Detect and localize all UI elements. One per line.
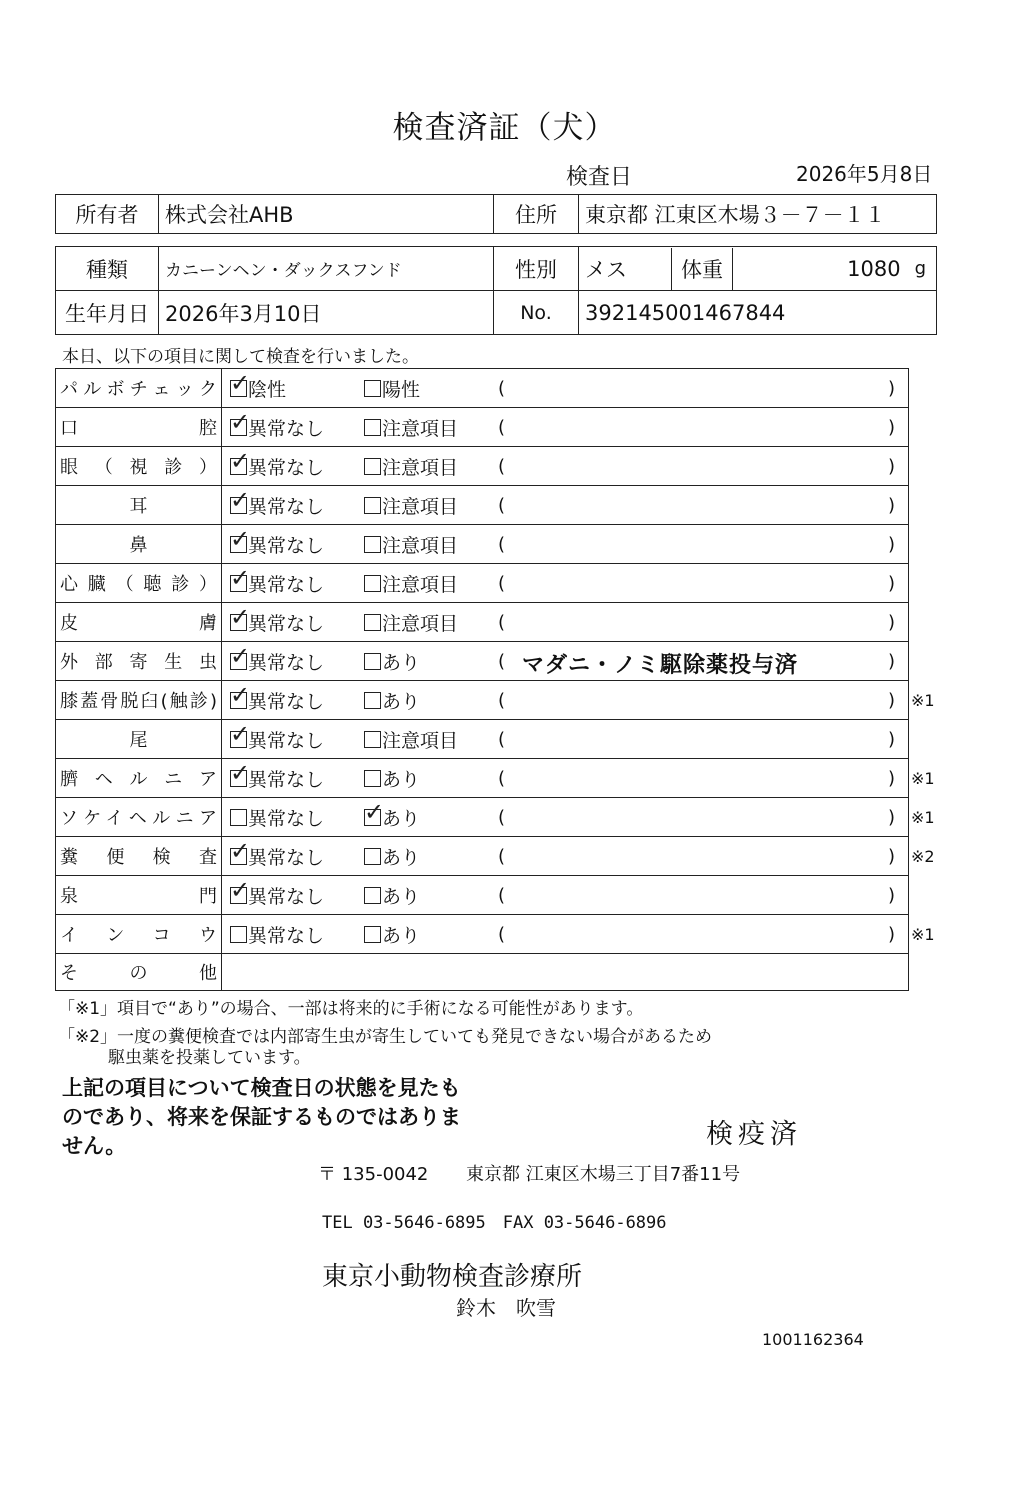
weight-value: 1080 [847, 256, 901, 281]
option-label: 異常なし [248, 807, 325, 830]
inspection-row [56, 407, 908, 446]
inspection-item-label [56, 408, 222, 446]
option-abnormal [364, 525, 458, 563]
item-label-text: 皮 膚 [60, 613, 217, 634]
option-abnormal [364, 447, 458, 485]
checkbox-icon[interactable] [230, 563, 251, 592]
note-open-paren: ( [498, 455, 506, 477]
inspection-item-label [56, 837, 222, 875]
weight-cell [733, 248, 936, 290]
weight-unit: g [914, 258, 926, 279]
option-label: 異常なし [248, 612, 325, 635]
inspection-row [56, 797, 935, 836]
note-open-paren: ( [498, 728, 506, 750]
checkbox-icon[interactable] [230, 719, 251, 748]
inspection-item-label [56, 798, 222, 836]
option-abnormal [364, 876, 420, 914]
option-label: 注意項目 [382, 612, 459, 635]
postal-code: 〒 135-0042 [318, 1164, 429, 1185]
option-normal [230, 681, 324, 719]
check-mark-icon: ✓ [230, 641, 251, 670]
address-value: 東京都 江東区木場３－７－１１ [579, 195, 937, 234]
check-mark-icon: ✓ [230, 368, 251, 397]
item-label-text: 膝蓋骨脱臼(触診) [60, 691, 217, 712]
note-close-paren: ) [888, 767, 896, 789]
inspection-row [56, 953, 908, 990]
option-label: 異常なし [248, 729, 325, 752]
note-close-paren: ) [888, 845, 896, 867]
option-label: 異常なし [248, 495, 325, 518]
sex-weight-cell [579, 247, 937, 291]
item-label-text: 口 腔 [60, 418, 217, 439]
option-label: 異常なし [248, 417, 325, 440]
option-normal [230, 564, 324, 602]
inspection-items [55, 368, 935, 991]
check-mark-icon: ✓ [230, 485, 251, 514]
checkbox-icon[interactable] [364, 614, 381, 631]
item-label-text: ソケイヘルニア [60, 808, 217, 829]
option-abnormal [364, 759, 420, 797]
option-label: 異常なし [248, 924, 325, 947]
option-abnormal [364, 837, 420, 875]
inspection-row [56, 485, 908, 524]
item-note: マダニ・ノミ駆除薬投与済 [522, 652, 799, 678]
birth-label: 生年月日 [56, 291, 159, 335]
note-close-paren: ) [888, 572, 896, 594]
note-close-paren: ) [888, 533, 896, 555]
inspection-item-label [56, 720, 222, 758]
check-mark-icon: ✓ [230, 875, 251, 904]
inspection-row [56, 641, 908, 680]
note-open-paren: ( [498, 572, 506, 594]
item-label-text: 臍ヘルニア [60, 769, 217, 790]
inspection-row [56, 524, 908, 563]
option-abnormal [364, 369, 420, 407]
option-abnormal [364, 720, 458, 758]
checkbox-icon[interactable] [364, 848, 381, 865]
item-label-text: 外部寄生虫 [60, 652, 217, 673]
checkbox-icon[interactable] [230, 680, 251, 709]
weight-label: 体重 [672, 248, 733, 290]
checkbox-icon[interactable] [230, 641, 251, 670]
option-label: 異常なし [248, 456, 325, 479]
owner-value: 株式会社AHB [159, 195, 494, 234]
check-mark-icon: ✓ [230, 758, 251, 787]
owner-label: 所有者 [56, 195, 159, 234]
inspection-row [56, 602, 908, 641]
clinic-address: 東京都 江東区木場三丁目7番11号 [466, 1164, 741, 1185]
note-open-paren: ( [498, 377, 506, 399]
note-open-paren: ( [498, 767, 506, 789]
item-label-text: 鼻 [129, 535, 148, 556]
option-abnormal [364, 798, 420, 836]
disclaimer: 上記の項目について検査日の状態を見たものであり、将来を保証するものではありません。 [62, 1076, 461, 1158]
inspection-row [56, 368, 908, 407]
inspection-item-label [56, 603, 222, 641]
checkbox-icon[interactable] [230, 446, 251, 475]
clinic-name: 東京小動物検査診療所 [322, 1262, 583, 1292]
inspection-item-label [56, 876, 222, 914]
option-label: 注意項目 [382, 495, 459, 518]
note-open-paren: ( [498, 845, 506, 867]
option-label: 異常なし [248, 846, 325, 869]
check-mark-icon: ✓ [230, 602, 251, 631]
option-label: 異常なし [248, 768, 325, 791]
footnote-mark: ※2 [911, 846, 935, 866]
note-close-paren: ) [888, 689, 896, 711]
note-open-paren: ( [498, 611, 506, 633]
option-normal [230, 408, 324, 446]
pet-table [55, 246, 937, 335]
note-open-paren: ( [498, 494, 506, 516]
checkbox-icon[interactable] [230, 875, 251, 904]
option-label: あり [382, 690, 421, 713]
option-label: 異常なし [248, 885, 325, 908]
checkbox-icon[interactable] [230, 368, 251, 397]
option-normal [230, 876, 324, 914]
option-label: 陰性 [248, 378, 287, 401]
option-normal [230, 642, 324, 680]
check-mark-icon: ✓ [230, 563, 251, 592]
option-label: 注意項目 [382, 417, 459, 440]
quarantine-stamp: 検疫済 [706, 1119, 802, 1150]
checkbox-icon[interactable] [364, 419, 381, 436]
checkbox-icon[interactable] [230, 926, 247, 943]
item-label-text: インコウ [60, 925, 217, 946]
note-close-paren: ) [888, 728, 896, 750]
option-normal [230, 369, 286, 407]
footnote-1: 「※1」項目で“あり”の場合、一部は将来的に手術になる可能性があります。 [58, 999, 644, 1019]
inspection-item-label [56, 915, 222, 953]
note-open-paren: ( [498, 533, 506, 555]
footnote-2-cont: 駆虫薬を投薬しています。 [108, 1048, 311, 1068]
option-abnormal [364, 642, 420, 680]
option-normal [230, 486, 324, 524]
note-close-paren: ) [888, 494, 896, 516]
note-open-paren: ( [498, 806, 506, 828]
checkbox-icon[interactable] [364, 926, 381, 943]
option-label: 異常なし [248, 534, 325, 557]
option-normal [230, 720, 324, 758]
checkbox-icon[interactable] [364, 797, 385, 826]
inspection-row [56, 758, 935, 797]
inspection-row [56, 446, 908, 485]
inspection-row [56, 836, 935, 875]
item-label-text: 泉 門 [60, 886, 217, 907]
option-abnormal [364, 408, 458, 446]
breed-value: カニーンヘン・ダックスフンド [159, 247, 494, 291]
check-mark-icon: ✓ [230, 836, 251, 865]
inspection-row [56, 680, 935, 719]
note-close-paren: ) [888, 455, 896, 477]
exam-date-label: 検査日 [566, 165, 633, 190]
checkbox-icon[interactable] [364, 692, 381, 709]
checkbox-icon[interactable] [230, 485, 251, 514]
inspection-item-label [56, 681, 222, 719]
item-label-text: 眼（視診） [60, 457, 217, 478]
option-normal [230, 603, 324, 641]
item-label-text: 心臓（聴診） [60, 574, 217, 595]
option-label: あり [382, 651, 421, 674]
inspection-row [56, 875, 908, 914]
option-label: あり [382, 807, 421, 830]
note-close-paren: ) [888, 806, 896, 828]
inspection-item-label [56, 564, 222, 602]
inspection-item-label [56, 954, 222, 990]
checkbox-icon[interactable] [230, 602, 251, 631]
inspection-item-label [56, 759, 222, 797]
note-close-paren: ) [888, 416, 896, 438]
inspection-item-label [56, 447, 222, 485]
note-open-paren: ( [498, 650, 506, 672]
option-label: 異常なし [248, 690, 325, 713]
sex-label: 性別 [494, 247, 579, 291]
clinic-tel-fax: TEL 03-5646-6895 FAX 03-5646-6896 [322, 1213, 667, 1233]
option-label: あり [382, 768, 421, 791]
option-label: 異常なし [248, 573, 325, 596]
inspection-row [56, 914, 935, 953]
checkbox-icon[interactable] [230, 836, 251, 865]
intro-text: 本日、以下の項目に関して検査を行いました。 [62, 347, 419, 367]
option-label: あり [382, 885, 421, 908]
check-mark-icon: ✓ [230, 680, 251, 709]
inspection-row [56, 563, 908, 602]
note-close-paren: ) [888, 650, 896, 672]
check-mark-icon: ✓ [230, 407, 251, 436]
no-value: 392145001467844 [579, 291, 937, 335]
option-label: 注意項目 [382, 729, 459, 752]
note-open-paren: ( [498, 884, 506, 906]
footnote-mark: ※1 [911, 768, 935, 788]
option-normal [230, 837, 324, 875]
option-normal [230, 759, 324, 797]
inspection-row [56, 719, 908, 758]
checkbox-icon[interactable] [230, 524, 251, 553]
option-abnormal [364, 564, 458, 602]
exam-date: 2026年5月8日 [796, 162, 933, 186]
option-label: 注意項目 [382, 573, 459, 596]
checkbox-icon[interactable] [230, 809, 247, 826]
check-mark-icon: ✓ [230, 446, 251, 475]
footnote-2: 「※2」一度の糞便検査では内部寄生虫が寄生していても発見できない場合があるため [58, 1027, 713, 1047]
checkbox-icon[interactable] [364, 653, 381, 670]
option-abnormal [364, 486, 458, 524]
checkbox-icon[interactable] [364, 497, 381, 514]
option-abnormal [364, 603, 458, 641]
no-label: No. [494, 291, 579, 335]
note-close-paren: ) [888, 377, 896, 399]
note-close-paren: ) [888, 611, 896, 633]
checkbox-icon[interactable] [364, 731, 381, 748]
document-number: 1001162364 [762, 1330, 864, 1349]
check-mark-icon: ✓ [364, 797, 385, 826]
check-mark-icon: ✓ [230, 719, 251, 748]
option-label: あり [382, 924, 421, 947]
owner-table [55, 194, 937, 234]
note-close-paren: ) [888, 923, 896, 945]
sex-value: メス [579, 248, 672, 290]
note-open-paren: ( [498, 923, 506, 945]
item-label-text: 糞便検査 [60, 847, 217, 868]
checkbox-icon[interactable] [364, 575, 381, 592]
inspection-item-label [56, 369, 222, 407]
birth-value: 2026年3月10日 [159, 291, 494, 335]
option-normal [230, 915, 324, 953]
option-label: 異常なし [248, 651, 325, 674]
footnote-mark: ※1 [911, 807, 935, 827]
checkbox-icon[interactable] [364, 887, 381, 904]
item-label-text: パルボチェック [60, 379, 217, 400]
option-label: あり [382, 846, 421, 869]
checkbox-icon[interactable] [364, 770, 381, 787]
option-abnormal [364, 915, 420, 953]
checkbox-icon[interactable] [364, 458, 381, 475]
page-title: 検査済証（犬） [392, 110, 617, 146]
option-label: 陽性 [382, 378, 421, 401]
inspection-item-label [56, 486, 222, 524]
breed-label: 種類 [56, 247, 159, 291]
inspector-name: 鈴木 吹雪 [456, 1296, 556, 1320]
footnote-mark: ※1 [911, 924, 935, 944]
inspection-item-label [56, 525, 222, 563]
item-label-text: 尾 [129, 730, 148, 751]
option-label: 注意項目 [382, 534, 459, 557]
option-normal [230, 447, 324, 485]
checkbox-icon[interactable] [364, 380, 381, 397]
note-close-paren: ) [888, 884, 896, 906]
option-abnormal [364, 681, 420, 719]
option-normal [230, 798, 324, 836]
item-label-text: 耳 [129, 496, 148, 517]
note-open-paren: ( [498, 416, 506, 438]
item-label-text: その他 [60, 963, 217, 984]
checkbox-icon[interactable] [364, 536, 381, 553]
option-normal [230, 525, 324, 563]
checkbox-icon[interactable] [230, 407, 251, 436]
check-mark-icon: ✓ [230, 524, 251, 553]
note-open-paren: ( [498, 689, 506, 711]
inspection-item-label [56, 642, 222, 680]
option-label: 注意項目 [382, 456, 459, 479]
checkbox-icon[interactable] [230, 758, 251, 787]
footnote-mark: ※1 [911, 690, 935, 710]
address-label: 住所 [494, 195, 579, 234]
